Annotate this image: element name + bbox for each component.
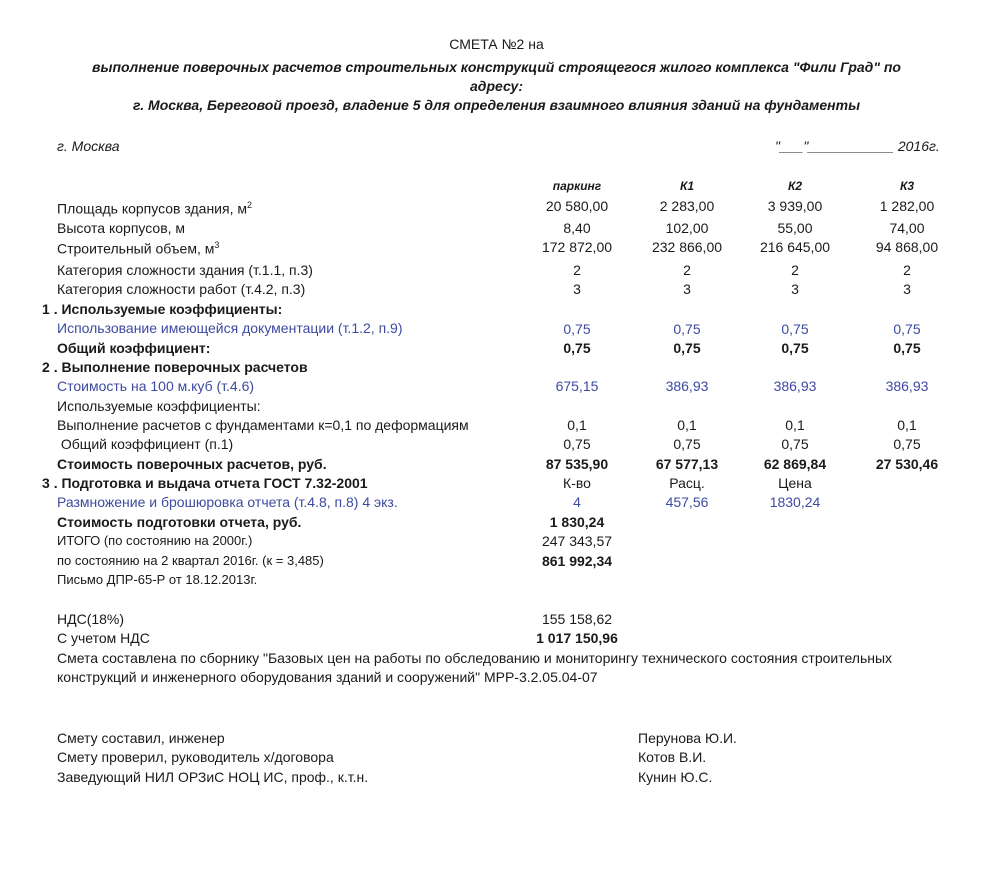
s2-row-label: Общий коэффициент (п.1)	[57, 436, 234, 452]
s1-total-label: Общий коэффициент:	[57, 340, 211, 356]
document-title: СМЕТА №2 на	[449, 36, 544, 52]
cell: 0,1	[567, 417, 587, 433]
letter-reference: Письмо ДПР-65-Р от 18.12.2013г.	[57, 572, 258, 587]
cell: 0,1	[785, 417, 805, 433]
section2-heading: 2 . Выполнение поверочных расчетов	[42, 359, 308, 375]
param-label-building-category: Категория сложности здания (т.1.1, п.3)	[57, 262, 313, 278]
cell: 3	[903, 281, 911, 297]
cell: 1830,24	[769, 494, 821, 510]
signature-role: Смету проверил, руководитель х/договора	[57, 749, 334, 765]
cell: 2	[903, 262, 911, 278]
note-line-2: конструкций и инженерного оборудования зданий и сооружений" МРР-3.2.05.04-07	[57, 669, 598, 685]
col-header-parking: паркинг	[552, 179, 602, 193]
cell: 62 869,84	[763, 456, 827, 472]
cell: 457,56	[665, 494, 709, 510]
cell: 0,75	[563, 436, 591, 452]
cell: 102,00	[665, 220, 709, 236]
cell: 0,75	[673, 321, 701, 337]
cell: 172 872,00	[541, 239, 613, 255]
col-header-k3: К3	[899, 179, 915, 193]
cell: 87 535,90	[545, 456, 609, 472]
cell: 2	[683, 262, 691, 278]
total-value-2016: 861 992,34	[541, 553, 613, 569]
s3-header-price: Цена	[778, 475, 812, 491]
s2-total-label: Стоимость поверочных расчетов, руб.	[57, 456, 327, 472]
cell: 0,1	[897, 417, 917, 433]
cell: 0,75	[673, 436, 701, 452]
cell: 386,93	[665, 378, 709, 394]
vat-label: НДС(18%)	[57, 611, 125, 627]
s2-row-label: Выполнение расчетов с фундаментами к=0,1 по деформациям	[57, 417, 469, 433]
date-field: "___"___________ 2016г.	[775, 138, 940, 154]
cell: 20 580,00	[545, 198, 609, 214]
cell: 1 830,24	[549, 514, 605, 530]
cell: 0,75	[893, 340, 921, 356]
col-header-k2: К2	[787, 179, 803, 193]
cell: 232 866,00	[651, 239, 723, 255]
total-with-vat-label: С учетом НДС	[57, 630, 150, 646]
param-label-work-category: Категория сложности работ (т.4.2, п.3)	[57, 281, 306, 297]
cell: 3	[683, 281, 691, 297]
s3-row-label: Размножение и брошюровка отчета (т.4.8, п.8) 4 экз.	[57, 494, 398, 510]
city: г. Москва	[57, 138, 120, 154]
cell: 0,75	[563, 340, 591, 356]
cell: 3	[791, 281, 799, 297]
cell: 0,75	[563, 321, 591, 337]
s3-header-rate: Расц.	[669, 475, 705, 491]
document-subtitle-2: адресу:	[470, 78, 523, 94]
signature-role: Смету составил, инженер	[57, 730, 225, 746]
cell: 0,75	[893, 321, 921, 337]
s3-total-label: Стоимость подготовки отчета, руб.	[57, 514, 302, 530]
cell: 1 282,00	[879, 198, 935, 214]
s3-header-qty: К-во	[563, 475, 591, 491]
cell: 0,75	[673, 340, 701, 356]
cell: 74,00	[889, 220, 925, 236]
cell: 386,93	[773, 378, 817, 394]
signature-name: Перунова Ю.И.	[638, 730, 737, 746]
cell: 675,15	[555, 378, 599, 394]
cell: 3 939,00	[767, 198, 823, 214]
signature-name: Кунин Ю.С.	[638, 769, 713, 785]
cell: 2 283,00	[659, 198, 715, 214]
cell: 0,75	[781, 321, 809, 337]
param-label-volume: Строительный объем, $м^3$	[57, 240, 220, 257]
cell: 0,75	[781, 436, 809, 452]
document-subtitle-1: выполнение поверочных расчетов строительных конструкций строящегося жилого комплекса "Фили Град" по	[92, 59, 901, 75]
cell: 2	[791, 262, 799, 278]
param-label-area: Площадь корпусов здания, $м^2$	[57, 200, 252, 217]
total-with-vat-value: 1 017 150,96	[536, 630, 618, 646]
cell: 0,75	[893, 436, 921, 452]
vat-value: 155 158,62	[541, 611, 613, 627]
cell: 67 577,13	[655, 456, 719, 472]
s2-row-label: Используемые коэффициенты:	[57, 398, 261, 414]
cell: 216 645,00	[759, 239, 831, 255]
cell: 386,93	[885, 378, 929, 394]
section1-heading: 1 . Используемые коэффициенты:	[42, 301, 283, 317]
cell: 0,1	[677, 417, 697, 433]
total-value-2000: 247 343,57	[541, 533, 613, 549]
param-label-height: Высота корпусов, м	[57, 220, 186, 236]
cell: 94 868,00	[875, 239, 939, 255]
signature-name: Котов В.И.	[638, 749, 707, 765]
document-subtitle-3: г. Москва, Береговой проезд, владение 5 для определения взаимного влияния зданий на фундаменты	[132, 97, 861, 113]
cell: 4	[573, 494, 581, 510]
cell: 27 530,46	[875, 456, 939, 472]
cell: 8,40	[563, 220, 591, 236]
total-label-2000: ИТОГО (по состоянию на 2000г.)	[57, 533, 253, 548]
col-header-k1: К1	[679, 179, 695, 193]
cell: 3	[573, 281, 581, 297]
section3-heading: 3 . Подготовка и выдача отчета ГОСТ 7.32-2001	[42, 475, 368, 491]
s2-row-label: Стоимость на 100 м.куб (т.4.6)	[57, 378, 255, 394]
s1-row-label: Использование имеющейся документации (т.1.2, п.9)	[57, 320, 403, 336]
cell: 0,75	[781, 340, 809, 356]
cell: 55,00	[777, 220, 813, 236]
cell: 2	[573, 262, 581, 278]
signature-role: Заведующий НИЛ ОРЗиС НОЦ ИС, проф., к.т.н.	[57, 769, 369, 785]
total-label-2016: по состоянию на 2 квартал 2016г. (к = 3,485)	[57, 553, 324, 568]
note-line-1: Смета составлена по сборнику "Базовых цен на работы по обследованию и мониторингу технического состояния строительных	[57, 650, 893, 666]
